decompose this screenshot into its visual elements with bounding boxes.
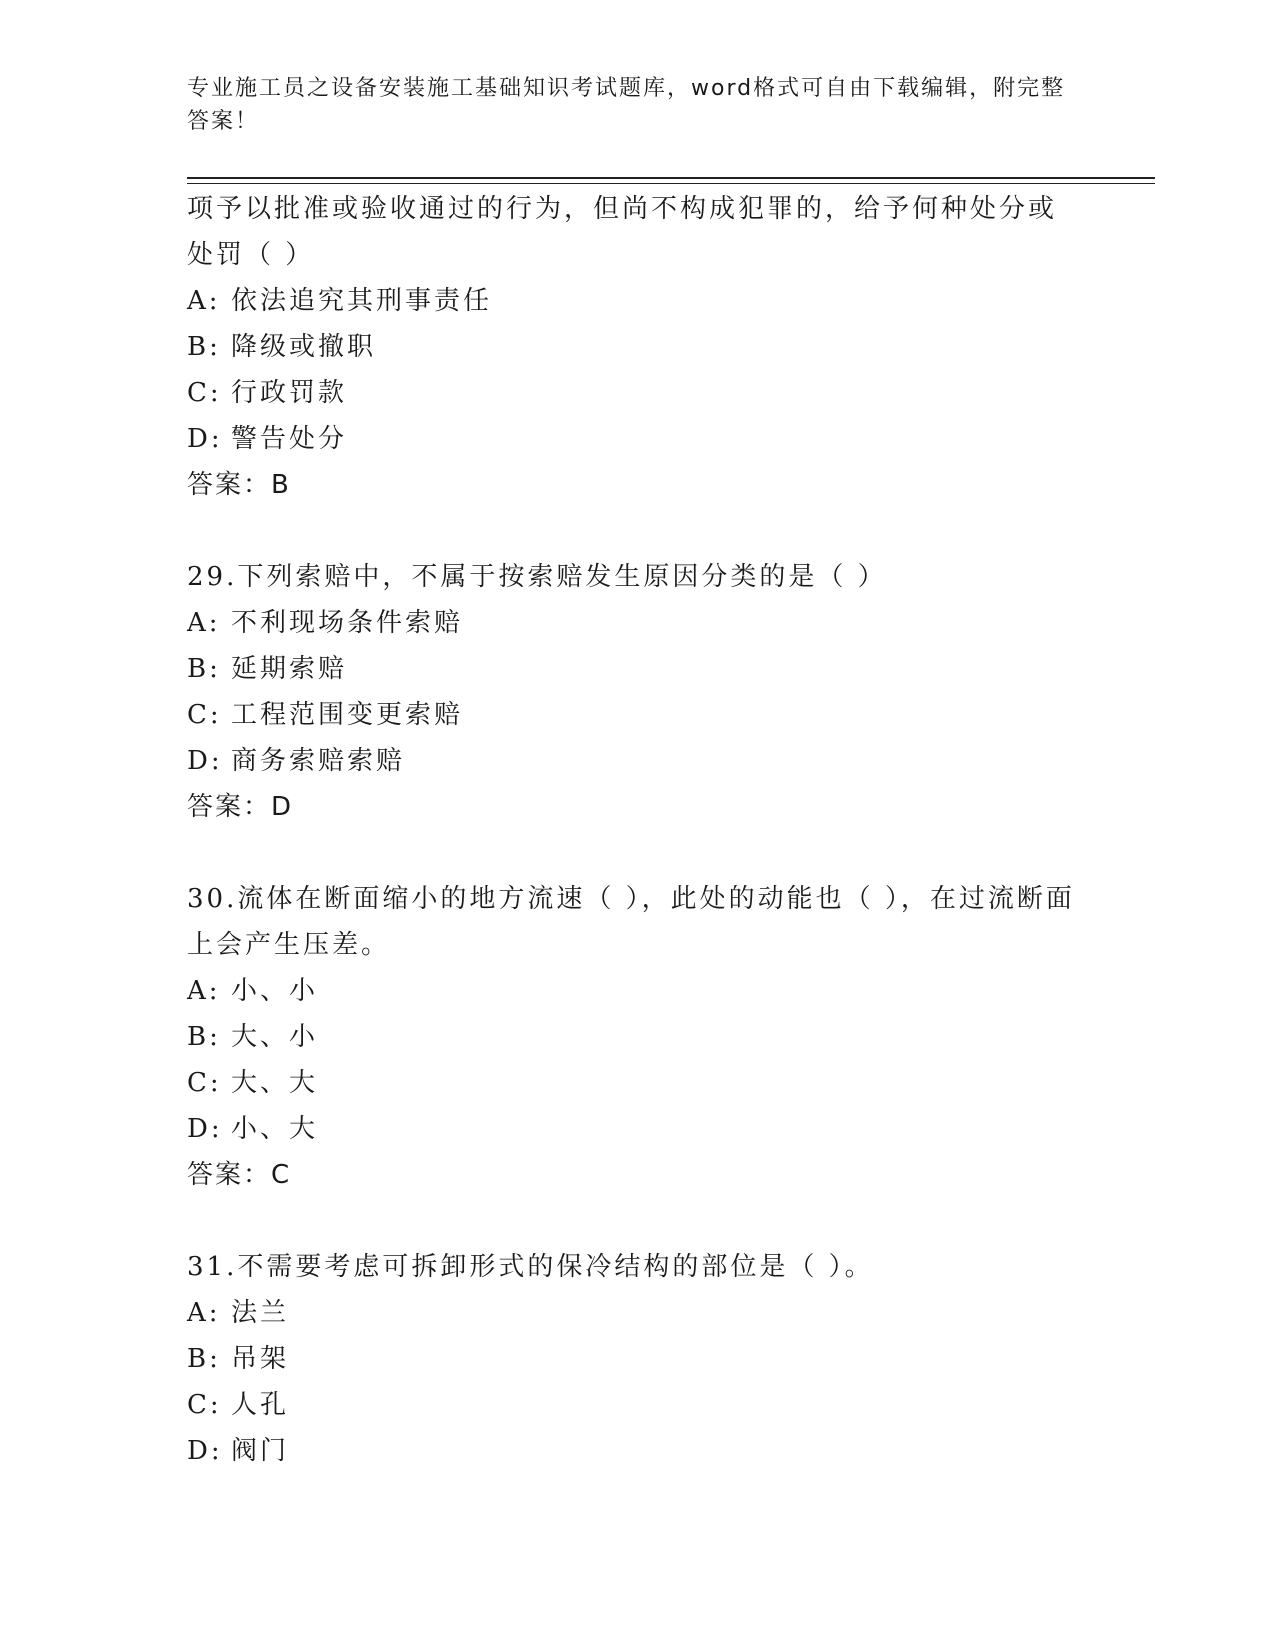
question-block-29 [187,554,1087,830]
option-text: 小、大 [231,1114,319,1144]
option-text: 大、大 [231,1068,319,1098]
option-text: 降级或撤职 [231,332,377,362]
option-text: 小、小 [231,976,319,1006]
option-letter: B: [187,332,221,362]
option-letter: D: [187,424,223,454]
option-letter: B: [187,654,221,684]
option-text: 大、小 [231,1022,319,1052]
option-letter: C: [187,1068,222,1098]
option-a [187,1290,1087,1336]
answer-line: 答案：B [187,470,291,500]
option-b [187,1014,1087,1060]
option-text: 法兰 [231,1298,290,1328]
answer-line: 答案：C [187,1160,292,1190]
option-letter: B: [187,1344,221,1374]
question-text: 项予以批准或验收通过的行为，但尚不构成犯罪的，给予何种处分或处罚（ ） [187,194,1058,270]
option-letter: A: [187,608,221,638]
header-divider-thick [187,177,1155,179]
option-text: 延期索赔 [231,654,348,684]
option-b [187,324,1087,370]
option-text: 行政罚款 [231,378,348,408]
option-letter: A: [187,976,221,1006]
option-letter: D: [187,746,223,776]
option-letter: B: [187,1022,221,1052]
question-text: 30.流体在断面缩小的地方流速（ ），此处的动能也（ ），在过流断面上会产生压差。 [187,884,1075,960]
option-b [187,1336,1087,1382]
option-c [187,692,1087,738]
option-letter: D: [187,1114,223,1144]
option-letter: C: [187,1390,222,1420]
option-text: 依法追究其刑事责任 [231,286,493,316]
option-letter: D: [187,1436,223,1466]
option-c [187,370,1087,416]
option-letter: C: [187,378,222,408]
option-c [187,1382,1087,1428]
option-d [187,1106,1087,1152]
option-letter: A: [187,286,221,316]
header-title: 专业施工员之设备安装施工基础知识考试题库，word格式可自由下载编辑，附完整答案！ [187,76,1066,134]
option-text: 不利现场条件索赔 [231,608,464,638]
spacer [187,830,1087,876]
option-text: 阀门 [231,1436,290,1466]
spacer [187,1198,1087,1244]
option-text: 工程范围变更索赔 [231,700,464,730]
option-d [187,416,1087,462]
option-d [187,738,1087,784]
option-text: 商务索赔索赔 [231,746,406,776]
question-text: 31.不需要考虑可拆卸形式的保冷结构的部位是（ ）。 [187,1252,874,1282]
option-b [187,646,1087,692]
answer-line: 答案：D [187,792,294,822]
option-text: 人孔 [231,1390,290,1420]
spacer [187,508,1087,554]
question-list [187,188,1087,1474]
question-block-30 [187,876,1087,1198]
option-text: 吊架 [231,1344,290,1374]
option-a [187,278,1087,324]
question-block-31 [187,1244,1087,1474]
option-letter: C: [187,700,222,730]
option-a [187,600,1087,646]
option-text: 警告处分 [231,424,348,454]
option-c [187,1060,1087,1106]
option-letter: A: [187,1298,221,1328]
question-text: 29.下列索赔中，不属于按索赔发生原因分类的是（ ） [187,562,887,592]
question-block-partial [187,186,1087,508]
header-divider-thin [187,183,1155,184]
document-header [187,72,1067,138]
option-a [187,968,1087,1014]
option-d [187,1428,1087,1474]
